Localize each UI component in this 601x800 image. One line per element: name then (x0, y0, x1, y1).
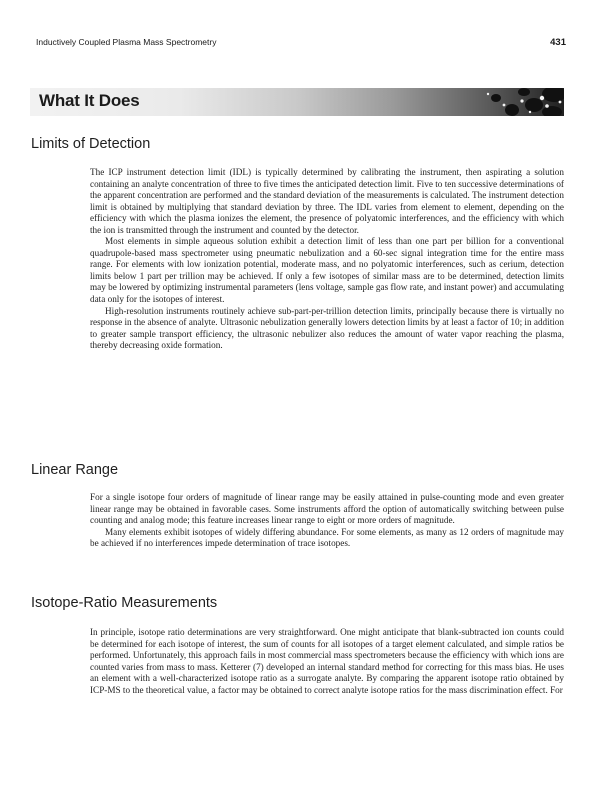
running-title: Inductively Coupled Plasma Mass Spectrometry (36, 37, 217, 47)
paragraph: In principle, isotope ratio determinations are very straightforward. One might anticipate that blank-subtracted ion counts could be determined for each isotope of interest, the sum of counts for all isotopes of a target element calculated, and simple ratios be performed. Unfortunately, this approach fails in most commercial mass spectrometers because the efficiency with which ions are counted varies from mass to mass. Ketterer (7) developed an internal standard method for correcting for this mass bias. He uses an element with a well-characterized isotope ratio as a surrogate analyte. By comparing the apparent isotope ratio obtained by ICP-MS to the theoretical value, a factor may be obtained to correct analyte isotope ratios for the mass discrimination effect. For (90, 627, 564, 695)
section-body-limits-of-detection (90, 167, 564, 352)
section-heading-linear-range: Linear Range (31, 462, 119, 478)
section-banner (30, 88, 564, 116)
paragraph: The ICP instrument detection limit (IDL) is typically determined by calibrating the instrument, then aspirating a solution containing an analyte concentration of three to five times the anticipated detection limit. Five to ten successive determinations of the apparent concentration are performed and the standard deviation of the measurements is calculated. The instrument detection limit is obtained by multiplying that standard deviation by three. The IDL varies from element to element, depending on the efficiency with which the plasma ionizes the element, the presence of polyatomic interferences, and the efficiency with which the ion is transmitted through the instrument and counted by the detector. (90, 167, 564, 235)
banner-title: What It Does (39, 91, 140, 110)
section-body-linear-range (90, 492, 564, 550)
page-header (36, 37, 566, 51)
paragraph: For a single isotope four orders of magnitude of linear range may be easily attained in pulse-counting mode and even greater linear range may be obtained in favorable cases. Some instruments afford the option of automatically switching between pulse counting and analog mode; this feature increases linear range to eight or more orders of magnitude. (90, 492, 564, 526)
page-number: 431 (550, 37, 566, 48)
paragraph: Most elements in simple aqueous solution exhibit a detection limit of less than one part per billion for a conventional quadrupole-based mass spectrometer using pneumatic nebulization and a 60-sec signal integration time for the entire mass range. For elements with low ionization potential, moderate mass, and no polyatomic interferences, such as cerium, detection limits below 1 part per trillion may be achieved. If only a few isotopes of similar mass are to be determined, detection limits may be lowered by optimizing instrumental parameters (lens voltage, sample gas flow rate, and instant power) and accumulating data only for the isotopes of interest. (90, 236, 564, 305)
paragraph: Many elements exhibit isotopes of widely differing abundance. For some elements, as many as 12 orders of magnitude may be achieved if no interferences impede determination of trace isotopes. (90, 526, 564, 549)
banner-decoration (404, 88, 564, 116)
paragraph: High-resolution instruments routinely achieve sub-part-per-trillion detection limits, principally because there is virtually no response in the absence of analyte. Ultrasonic nebulization generally lowers detection limits by at least a factor of 10; in addition to greater sample transport efficiency, the ultrasonic nebulizer also reduces the amount of water vapor reaching the plasma, thereby decreasing oxide formation. (90, 305, 564, 351)
section-heading-isotope-ratio-measurements: Isotope-Ratio Measurements (31, 595, 218, 611)
section-body-isotope-ratio-measurements (90, 627, 564, 696)
section-heading-limits-of-detection: Limits of Detection (31, 136, 151, 152)
